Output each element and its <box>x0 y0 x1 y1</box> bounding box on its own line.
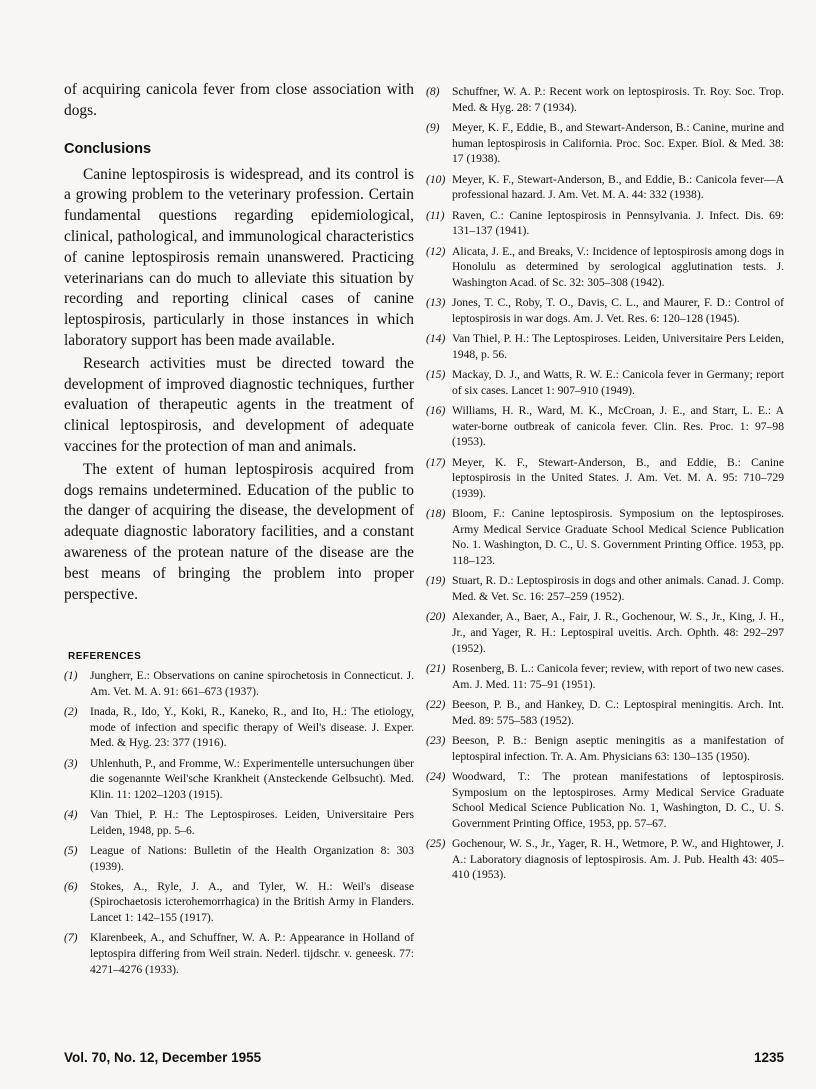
intro-fragment: of acquiring canicola fever from close association with dogs. <box>64 81 414 119</box>
reference-number: (6) <box>64 879 78 893</box>
reference-number: (9) <box>426 120 440 134</box>
reference-text: Beeson, P. B.: Benign aseptic meningitis as a manifestation of leptospiral infection. Tr. A. Am. Physicians 63: 130–135 (1950). <box>452 733 784 763</box>
reference-number: (25) <box>426 837 446 851</box>
reference-text: Williams, H. R., Ward, M. K., McCroan, J. E., and Starr, L. E.: A water-borne outbreak of canicola fever. Clin. Res. Proc. 1: 97–98 (1953). <box>452 404 784 449</box>
reference-item <box>426 120 784 167</box>
reference-text: Beeson, P. B., and Hankey, D. C.: Leptospiral meningitis. Arch. Int. Med. 89: 575–583 (1952). <box>452 697 784 727</box>
reference-number: (5) <box>64 844 78 858</box>
journal-issue: Vol. 70, No. 12, December 1955 <box>64 1050 262 1065</box>
reference-text: Van Thiel, P. H.: The Leptospiroses. Leiden, Universitaire Pers Leiden, 1948, p. 56. <box>452 332 784 361</box>
reference-item <box>426 295 784 326</box>
conclusions-paragraph: Research activities must be directed toward the development of improved diagnostic techniques, further evaluation of therapeutic agents in the treatment of clinical leptospirosis, and development of adequate vaccines for the protection of man and animals. <box>64 354 414 455</box>
reference-text: Meyer, K. F., Eddie, B., and Stewart-Anderson, B.: Canine, murine and human leptospirosis in California. Proc. Soc. Exper. Biol. & Med. 38: 17 (1938). <box>452 120 784 166</box>
reference-item <box>426 244 784 291</box>
reference-text: Jones, T. C., Roby, T. O., Davis, C. L., and Maurer, F. D.: Control of leptospirosis in war dogs. Am. J. Vet. Res. 6: 120–128 (1945). <box>452 296 784 325</box>
reference-text: Gochenour, W. S., Jr., Yager, R. H., Wetmore, P. W., and Hightower, J. A.: Laboratory diagnosis of leptospirosis. Am. J. Pub. Health 43: 405–410 (1953). <box>452 837 784 882</box>
reference-text: Meyer, K. F., Stewart-Anderson, B., and Eddie, B.: Canicola fever—A professional hazard. J. Am. Vet. M. A. 44: 332 (1938). <box>452 172 784 202</box>
reference-number: (16) <box>426 404 446 418</box>
reference-number: (12) <box>426 244 446 258</box>
reference-number: (10) <box>426 172 446 186</box>
reference-text: Alexander, A., Baer, A., Fair, J. R., Gochenour, W. S., Jr., King, J. H., Jr., and Yager, R. H.: Leptospiral uveitis. Arch. Ophth. 48: 292–297 (1952). <box>452 610 784 655</box>
reference-text: Stuart, R. D.: Leptospirosis in dogs and other animals. Canad. J. Comp. Med. & Vet. Sc. 16: 257–259 (1952). <box>452 574 784 603</box>
reference-item <box>426 455 784 502</box>
reference-text: Mackay, D. J., and Watts, R. W. E.: Canicola fever in Germany; report of six cases. Lancet 1: 907–910 (1949). <box>452 368 784 397</box>
reference-number: (24) <box>426 769 446 783</box>
reference-item <box>64 879 414 926</box>
reference-number: (14) <box>426 332 446 346</box>
conclusions-heading: Conclusions <box>64 140 152 157</box>
page-number: 1235 <box>753 1050 784 1065</box>
reference-number: (1) <box>64 669 78 683</box>
reference-text: Schuffner, W. A. P.: Recent work on leptospirosis. Tr. Roy. Soc. Trop. Med. & Hyg. 28: 7 (1934). <box>452 85 784 114</box>
reference-number: (21) <box>426 661 446 675</box>
references-list-right <box>426 84 784 883</box>
reference-item <box>426 84 784 115</box>
reference-item <box>64 807 414 838</box>
reference-item <box>64 756 414 803</box>
reference-number: (3) <box>64 756 78 770</box>
reference-item <box>426 506 784 568</box>
reference-text: Rosenberg, B. L.: Canicola fever; review, with report of two new cases. Am. J. Med. 11: 75–91 (1951). <box>452 661 784 691</box>
reference-item <box>426 836 784 883</box>
references-heading: REFERENCES <box>68 651 142 663</box>
reference-text: Raven, C.: Canine leptospirosis in Pennsylvania. J. Infect. Dis. 69: 131–137 (1941). <box>452 208 784 238</box>
reference-number: (4) <box>64 808 78 822</box>
reference-item <box>426 208 784 239</box>
left-column <box>64 80 414 982</box>
references-list-left <box>64 668 414 977</box>
reference-item <box>64 704 414 751</box>
conclusions-paragraph: Canine leptospirosis is widespread, and its control is a growing problem to the veterinary profession. Certain fundamental questions regarding epidemiological, clinical, pathological, and immunological characteristics of canine leptospirosis remain unanswered. Practicing veterinarians can do much to alleviate this situation by recording and reporting clinical cases of canine leptospirosis, particularly in those instances in which laboratory support has been made available. <box>64 165 414 349</box>
right-column <box>426 84 784 888</box>
reference-number: (15) <box>426 368 446 382</box>
reference-number: (8) <box>426 85 440 98</box>
reference-item <box>64 930 414 977</box>
reference-item <box>426 172 784 203</box>
reference-number: (11) <box>426 208 445 222</box>
reference-number: (23) <box>426 733 446 747</box>
reference-text: Woodward, T.: The protean manifestations of leptospirosis. Symposium on the leptospiroses. Army Medical Service Graduate School Medical Science Publication No. 1, Washington, D. C., U. S. Government Printing Office, 1953, pp. 57–67. <box>452 769 784 830</box>
reference-text: Stokes, A., Ryle, J. A., and Tyler, W. H.: Weil's disease (Spirochaetosis icterohemorrhagica) in the British Army in Flanders. Lancet 1: 142–155 (1917). <box>90 879 414 925</box>
reference-number: (7) <box>64 931 78 945</box>
conclusions-paragraph: The extent of human leptospirosis acquired from dogs remains undetermined. Education of the public to the danger of acquiring the disease, the development of adequate diagnostic laboratory facilities, and a constant awareness of the protean nature of the disease are the best means of bringing the problem into proper perspective. <box>64 460 414 603</box>
reference-text: Bloom, F.: Canine leptospirosis. Symposium on the leptospiroses. Army Medical Service Graduate School Medical Science Publication No. 1. Washington, D. C., U. S. Government Printing Office. 1953, pp. 118–123. <box>452 507 784 567</box>
reference-item <box>426 697 784 728</box>
reference-text: Van Thiel, P. H.: The Leptospiroses. Leiden, Universitaire Pers Leiden, 1948, pp. 5–6. <box>90 808 414 837</box>
reference-item <box>64 668 414 699</box>
reference-item <box>426 573 784 604</box>
reference-item <box>426 609 784 656</box>
page-footer <box>64 1050 784 1065</box>
reference-number: (13) <box>426 296 446 310</box>
reference-text: Inada, R., Ido, Y., Koki, R., Kaneko, R., and Ito, H.: The etiology, mode of infection and specific therapy of Weil's disease. J. Exper. Med. & Hyg. 23: 377 (1916). <box>90 705 414 750</box>
reference-item <box>426 661 784 692</box>
reference-number: (20) <box>426 610 446 624</box>
reference-number: (17) <box>426 455 446 469</box>
reference-item <box>426 331 784 362</box>
reference-item <box>64 843 414 874</box>
reference-number: (19) <box>426 574 446 588</box>
reference-text: Alicata, J. E., and Breaks, V.: Incidence of leptospirosis among dogs in Honolulu as determined by serological agglutination tests. J. Washington Acad. of Sc. 32: 305–308 (1942). <box>452 244 784 289</box>
reference-item <box>426 769 784 831</box>
reference-number: (2) <box>64 705 78 719</box>
reference-text: Uhlenhuth, P., and Fromme, W.: Experimentelle untersuchungen über die sogenannte Weil'sche Krankheit (Ansteckende Gelbsucht). Med. Klin. 11: 1202–1203 (1915). <box>90 756 414 801</box>
reference-item <box>426 367 784 398</box>
reference-number: (18) <box>426 507 446 521</box>
reference-text: Meyer, K. F., Stewart-Anderson, B., and Eddie, B.: Canine leptospirosis in the United States. J. Am. Vet. M. A. 95: 710–729 (1939). <box>452 455 784 500</box>
reference-text: Jungherr, E.: Observations on canine spirochetosis in Connecticut. J. Am. Vet. M. A. 91: 661–673 (1937). <box>90 669 414 698</box>
reference-item <box>426 733 784 764</box>
reference-text: Klarenbeek, A., and Schuffner, W. A. P.: Appearance in Holland of leptospira differing from Weil strain. Nederl. tijdschr. v. geneesk. 77: 4271–4276 (1933). <box>90 931 414 976</box>
reference-number: (22) <box>426 697 446 711</box>
reference-item <box>426 403 784 450</box>
reference-text: League of Nations: Bulletin of the Health Organization 8: 303 (1939). <box>90 844 414 873</box>
